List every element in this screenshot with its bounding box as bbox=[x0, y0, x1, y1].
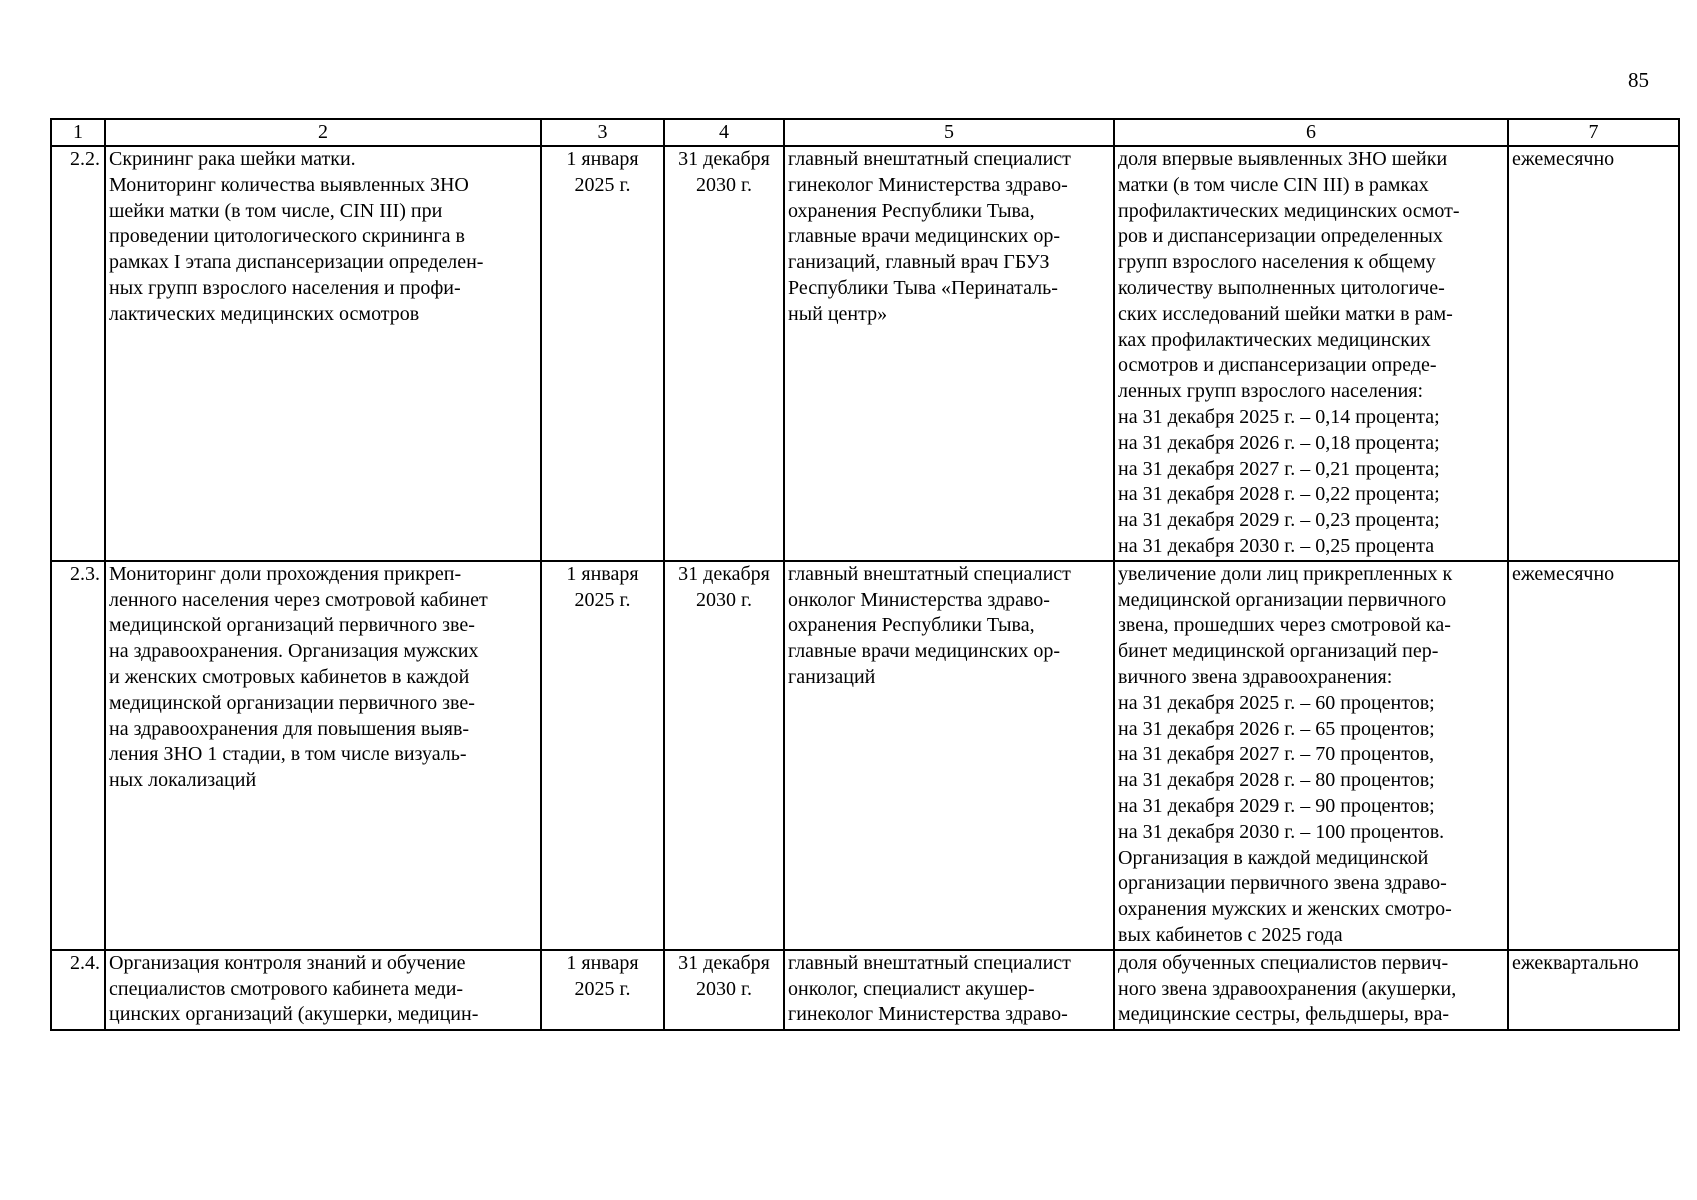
text-line: 2030 г. bbox=[696, 977, 752, 1000]
responsible-cell bbox=[784, 950, 1114, 1030]
text-line: количеству выполненных цитологиче- bbox=[1118, 276, 1445, 299]
column-header: 6 bbox=[1114, 119, 1508, 146]
text-line: ленного населения через смотровой кабинет bbox=[109, 588, 488, 611]
activity-cell bbox=[105, 146, 541, 561]
text-line: на здравоохранения для повышения выяв- bbox=[109, 717, 470, 740]
text-line: на 31 декабря 2025 г. – 0,14 процента; bbox=[1118, 405, 1440, 428]
page-number: 85 bbox=[1628, 68, 1649, 92]
text-line: онколог Министерства здраво- bbox=[788, 588, 1050, 611]
responsible-cell bbox=[784, 146, 1114, 561]
text-line: главный внештатный специалист bbox=[788, 951, 1071, 974]
table-row bbox=[51, 146, 1679, 561]
text-line: на 31 декабря 2029 г. – 90 процентов; bbox=[1118, 794, 1435, 817]
row-number-cell: 2.2. bbox=[51, 146, 105, 561]
text-line: главный внештатный специалист bbox=[788, 562, 1071, 585]
text-line: рамках I этапа диспансеризации определен- bbox=[109, 251, 484, 274]
text-line: охранения Республики Тыва, bbox=[788, 199, 1035, 222]
text-line: профилактических медицинских осмот- bbox=[1118, 199, 1460, 222]
text-line: увеличение доли лиц прикрепленных к bbox=[1118, 562, 1453, 585]
text-line: шейки матки (в том числе, CIN III) при bbox=[109, 199, 443, 222]
responsible-cell bbox=[784, 561, 1114, 950]
text-line: на 31 декабря 2028 г. – 80 процентов; bbox=[1118, 769, 1435, 792]
end-date-cell bbox=[664, 561, 784, 950]
text-line: цинских организаций (акушерки, медицин- bbox=[109, 1003, 479, 1026]
text-line: ских исследований шейки матки в рам- bbox=[1118, 302, 1453, 325]
text-line: специалистов смотрового кабинета меди- bbox=[109, 977, 464, 1000]
text-line: онколог, специалист акушер- bbox=[788, 977, 1035, 1000]
text-line: 2025 г. bbox=[574, 977, 631, 1000]
start-date-cell bbox=[541, 950, 664, 1030]
text-line: 31 декабря bbox=[678, 148, 770, 170]
end-date-cell bbox=[664, 146, 784, 561]
text-line: охранения Республики Тыва, bbox=[788, 614, 1035, 637]
text-line: гинеколог Министерства здраво- bbox=[788, 173, 1068, 196]
text-line: ганизаций, главный врач ГБУЗ bbox=[788, 251, 1050, 274]
text-line: 1 января bbox=[566, 951, 639, 974]
text-line: ежеквартально bbox=[1512, 951, 1639, 974]
text-line: Мониторинг количества выявленных ЗНО bbox=[109, 173, 469, 196]
text-line: Организация в каждой медицинской bbox=[1118, 846, 1429, 869]
text-line: ных локализаций bbox=[109, 769, 257, 792]
column-header: 2 bbox=[105, 119, 541, 146]
text-line: главные врачи медицинских ор- bbox=[788, 225, 1061, 248]
text-line: проведении цитологического скрининга в bbox=[109, 225, 465, 248]
text-line: на 31 декабря 2030 г. – 0,25 процента bbox=[1118, 534, 1435, 557]
measures-table bbox=[50, 118, 1680, 1031]
frequency-cell bbox=[1508, 561, 1679, 950]
text-line: 2030 г. bbox=[696, 588, 752, 611]
text-line: на 31 декабря 2030 г. – 100 процентов. bbox=[1118, 820, 1445, 843]
text-line: охранения мужских и женских смотро- bbox=[1118, 898, 1452, 921]
text-line: ный центр» bbox=[788, 302, 888, 325]
text-line: 2025 г. bbox=[574, 173, 631, 196]
text-line: на 31 декабря 2025 г. – 60 процентов; bbox=[1118, 691, 1435, 714]
text-line: на 31 декабря 2026 г. – 65 процентов; bbox=[1118, 717, 1435, 740]
text-line: ежемесячно bbox=[1512, 148, 1615, 170]
text-line: 1 января bbox=[566, 148, 639, 170]
text-line: 1 января bbox=[566, 562, 639, 585]
text-line: Организация контроля знаний и обучение bbox=[109, 951, 466, 974]
frequency-cell bbox=[1508, 146, 1679, 561]
text-line: 31 декабря bbox=[678, 562, 770, 585]
text-line: групп взрослого населения к общему bbox=[1118, 251, 1436, 274]
text-line: вичного звена здравоохранения: bbox=[1118, 665, 1393, 688]
text-line: бинет медицинской организаций пер- bbox=[1118, 640, 1439, 663]
text-line: главные врачи медицинских ор- bbox=[788, 640, 1061, 663]
indicator-cell bbox=[1114, 561, 1508, 950]
end-date-cell bbox=[664, 950, 784, 1030]
text-line: на здравоохранения. Организация мужских bbox=[109, 640, 479, 663]
text-line: ного звена здравоохранения (акушерки, bbox=[1118, 977, 1457, 1000]
text-line: гинеколог Министерства здраво- bbox=[788, 1003, 1068, 1026]
text-line: вых кабинетов с 2025 года bbox=[1118, 923, 1343, 946]
text-line: ных групп взрослого населения и профи- bbox=[109, 276, 461, 299]
text-line: Скрининг рака шейки матки. bbox=[109, 148, 356, 170]
text-line: Республики Тыва «Перинаталь- bbox=[788, 276, 1058, 299]
text-line: звена, прошедших через смотровой ка- bbox=[1118, 614, 1451, 637]
text-line: ганизаций bbox=[788, 665, 876, 688]
text-line: 2030 г. bbox=[696, 173, 752, 196]
indicator-cell bbox=[1114, 146, 1508, 561]
text-line: ров и диспансеризации определенных bbox=[1118, 225, 1443, 248]
text-line: 2025 г. bbox=[574, 588, 631, 611]
text-line: медицинской организации первичного bbox=[1118, 588, 1447, 611]
text-line: Мониторинг доли прохождения прикреп- bbox=[109, 562, 462, 585]
frequency-cell bbox=[1508, 950, 1679, 1030]
text-line: лактических медицинских осмотров bbox=[109, 302, 420, 325]
table-row bbox=[51, 561, 1679, 950]
text-line: ках профилактических медицинских bbox=[1118, 328, 1431, 351]
activity-cell bbox=[105, 950, 541, 1030]
text-line: ежемесячно bbox=[1512, 562, 1615, 585]
text-line: медицинской организаций первичного зве- bbox=[109, 614, 475, 637]
text-line: матки (в том числе CIN III) в рамках bbox=[1118, 173, 1429, 196]
start-date-cell bbox=[541, 146, 664, 561]
text-line: и женских смотровых кабинетов в каждой bbox=[109, 665, 470, 688]
text-line: главный внештатный специалист bbox=[788, 148, 1071, 170]
text-line: на 31 декабря 2026 г. – 0,18 процента; bbox=[1118, 431, 1440, 454]
text-line: осмотров и диспансеризации опреде- bbox=[1118, 354, 1437, 377]
column-header: 1 bbox=[51, 119, 105, 146]
text-line: ления ЗНО 1 стадии, в том числе визуаль- bbox=[109, 743, 467, 766]
text-line: ленных групп взрослого населения: bbox=[1118, 380, 1424, 403]
text-line: доля обученных специалистов первич- bbox=[1118, 951, 1449, 974]
text-line: медицинской организации первичного зве- bbox=[109, 691, 475, 714]
activity-cell bbox=[105, 561, 541, 950]
column-header: 4 bbox=[664, 119, 784, 146]
column-header: 7 bbox=[1508, 119, 1679, 146]
header-row bbox=[51, 119, 1679, 146]
text-line: на 31 декабря 2027 г. – 0,21 процента; bbox=[1118, 457, 1440, 480]
table-row bbox=[51, 950, 1679, 1030]
row-number-cell: 2.4. bbox=[51, 950, 105, 1030]
text-line: на 31 декабря 2029 г. – 0,23 процента; bbox=[1118, 509, 1440, 532]
text-line: доля впервые выявленных ЗНО шейки bbox=[1118, 148, 1448, 170]
text-line: на 31 декабря 2027 г. – 70 процентов, bbox=[1118, 743, 1435, 766]
indicator-cell bbox=[1114, 950, 1508, 1030]
column-header: 3 bbox=[541, 119, 664, 146]
text-line: 31 декабря bbox=[678, 951, 770, 974]
text-line: медицинские сестры, фельдшеры, вра- bbox=[1118, 1003, 1450, 1026]
text-line: организации первичного звена здраво- bbox=[1118, 872, 1447, 895]
start-date-cell bbox=[541, 561, 664, 950]
row-number-cell: 2.3. bbox=[51, 561, 105, 950]
text-line: на 31 декабря 2028 г. – 0,22 процента; bbox=[1118, 483, 1440, 506]
column-header: 5 bbox=[784, 119, 1114, 146]
